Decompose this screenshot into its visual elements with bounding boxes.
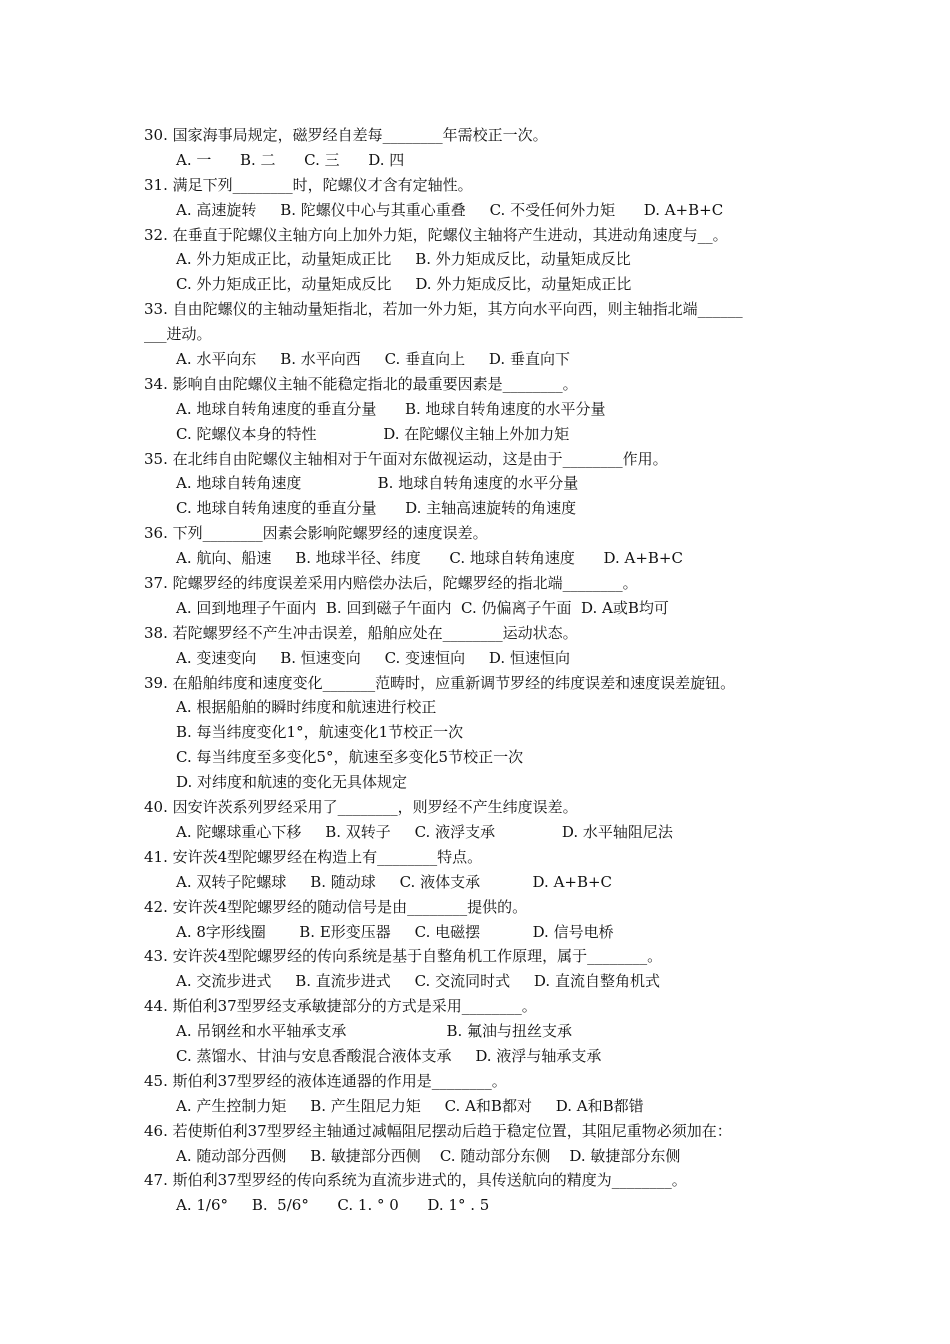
answer-options: A. 高速旋转 B. 陀螺仪中心与其重心重叠 C. 不受任何外力矩 D. A+B+C: [176, 200, 724, 219]
question-text: 陀螺罗经的纬度误差采用内赔偿办法后，陀螺罗经的指北端________。: [172, 574, 638, 593]
answer-options: A. 回到地理子午面内 B. 回到磁子午面内 C. 仍偏离子午面 D. A或B均可: [176, 598, 669, 617]
question-stem: [144, 297, 824, 322]
question-number: 42.: [144, 897, 168, 916]
question-text: 满足下列________时，陀螺仪才含有定轴性。: [172, 175, 473, 194]
answer-options: A. 双转子陀螺球 B. 随动球 C. 液体支承 D. A+B+C: [176, 872, 613, 891]
question-text: 若陀螺罗经不产生冲击误差，船舶应处在________运动状态。: [172, 623, 578, 642]
question-number: 38.: [144, 623, 168, 642]
question-number: 43.: [144, 947, 168, 966]
answer-options: A. 一 B. 二 C. 三 D. 四: [176, 150, 405, 169]
answer-options: A. 地球自转角速度的垂直分量 B. 地球自转角速度的水平分量: [176, 399, 606, 418]
question-number: 31.: [144, 175, 168, 194]
answer-options: A. 变速变向 B. 恒速变向 C. 变速恒向 D. 恒速恒向: [176, 648, 570, 667]
question-number: 46.: [144, 1121, 168, 1140]
question-text: 在北纬自由陀螺仪主轴相对于午面对东做视运动，这是由于________作用。: [172, 449, 668, 468]
question-number: 44.: [144, 997, 168, 1016]
answer-options: C. 蒸馏水、甘油与安息香酸混合液体支承 D. 液浮与轴承支承: [176, 1046, 602, 1065]
question-text: 影响自由陀螺仪主轴不能稳定指北的最重要因素是________。: [172, 374, 578, 393]
answer-options: A. 外力矩成正比，动量矩成正比 B. 外力矩成反比，动量矩成反比: [176, 250, 631, 269]
question-stem: [144, 521, 824, 546]
answer-options: A. 水平向东 B. 水平向西 C. 垂直向上 D. 垂直向下: [176, 350, 570, 369]
question-number: 39.: [144, 673, 168, 692]
answer-options: A. 产生控制力矩 B. 产生阻尼力矩 C. A和B都对 D. A和B都错: [176, 1096, 644, 1115]
question-number: 30.: [144, 126, 168, 144]
question-stem: [144, 447, 824, 472]
question-text: 若使斯伯利37型罗经主轴通过减幅阻尼摆动后趋于稳定位置，其阻尼重物必须加在：: [172, 1121, 732, 1140]
question-text: 安许茨4型陀螺罗经的传向系统是基于自整角机工作原理，属于________。: [172, 947, 663, 966]
answer-options: C. 每当纬度至多变化5°，航速至多变化5节校正一次: [176, 748, 524, 767]
question-stem: [144, 895, 824, 920]
question-stem: [144, 1168, 824, 1193]
question-stem: [144, 994, 824, 1019]
answer-options: C. 外力矩成正比，动量矩成反比 D. 外力矩成反比，动量矩成正比: [176, 275, 632, 294]
question-text: 安许茨4型陀螺罗经的随动信号是由________提供的。: [172, 897, 528, 916]
question-number: 33.: [144, 300, 168, 319]
question-stem: [144, 845, 824, 870]
question-stem: [144, 223, 824, 248]
question-text: 下列________因素会影响陀螺罗经的速度误差。: [172, 524, 488, 543]
answer-options: A. 1/6° B. 5/6° C. 1. ° 0 D. 1° . 5: [176, 1196, 490, 1215]
answer-options: A. 交流步进式 B. 直流步进式 C. 交流同时式 D. 直流自整角机式: [176, 972, 660, 991]
question-number: 35.: [144, 449, 168, 468]
question-list: [144, 123, 824, 1218]
question-number: 47.: [144, 1171, 168, 1190]
answer-options: A. 地球自转角速度 B. 地球自转角速度的水平分量: [176, 474, 579, 493]
question-text: 国家海事局规定，磁罗经自差每________年需校正一次。: [172, 126, 548, 144]
question-text: 因安许茨系列罗经采用了________，则罗经不产生纬度误差。: [172, 798, 578, 817]
answer-options: A. 吊钢丝和水平轴承支承 B. 氟油与扭丝支承: [176, 1022, 573, 1041]
question-stem: [144, 944, 824, 969]
question-text: 自由陀螺仪的主轴动量矩指北，若加一外力矩，其方向水平向西，则主轴指北端______: [172, 300, 743, 319]
answer-options: A. 根据船舶的瞬时纬度和航速进行校正: [176, 698, 437, 717]
question-number: 34.: [144, 374, 168, 393]
question-stem: [144, 173, 824, 198]
question-number: 36.: [144, 524, 168, 543]
answer-options: C. 陀螺仪本身的特性 D. 在陀螺仪主轴上外加力矩: [176, 424, 570, 443]
question-text: 斯伯利37型罗经的液体连通器的作用是________。: [172, 1071, 507, 1090]
question-text: 安许茨4型陀螺罗经在构造上有________特点。: [172, 847, 483, 866]
question-text-continuation: ___进动。: [144, 325, 212, 344]
answer-options: C. 地球自转角速度的垂直分量 D. 主轴高速旋转的角速度: [176, 499, 577, 518]
answer-options: A. 随动部分西侧 B. 敏捷部分西侧 C. 随动部分东侧 D. 敏捷部分东侧: [176, 1146, 681, 1165]
question-text: 在船舶纬度和速度变化_______范畴时，应重新调节罗经的纬度误差和速度误差旋钮。: [172, 673, 736, 692]
answer-options: D. 对纬度和航速的变化无具体规定: [176, 773, 408, 792]
question-stem: [144, 571, 824, 596]
answer-options: A. 陀螺球重心下移 B. 双转子 C. 液浮支承 D. 水平轴阻尼法: [176, 822, 673, 841]
question-stem: [144, 1069, 824, 1094]
question-text: 在垂直于陀螺仪主轴方向上加外力矩，陀螺仪主轴将产生进动，其进动角速度与__。: [172, 225, 728, 244]
question-number: 45.: [144, 1071, 168, 1090]
question-stem: [144, 1119, 824, 1144]
question-number: 37.: [144, 574, 168, 593]
question-stem: [144, 123, 824, 148]
question-stem: [144, 671, 824, 696]
answer-options: B. 每当纬度变化1°，航速变化1节校正一次: [176, 723, 464, 742]
question-number: 40.: [144, 798, 168, 817]
answer-options: A. 航向、船速 B. 地球半径、纬度 C. 地球自转角速度 D. A+B+C: [176, 549, 683, 568]
question-stem: [144, 795, 824, 820]
question-number: 41.: [144, 847, 168, 866]
question-text: 斯伯利37型罗经支承敏捷部分的方式是采用________。: [172, 997, 537, 1016]
question-number: 32.: [144, 225, 168, 244]
answer-options: A. 8字形线圈 B. E形变压器 C. 电磁摆 D. 信号电桥: [176, 922, 614, 941]
question-stem: [144, 621, 824, 646]
question-text: 斯伯利37型罗经的传向系统为直流步进式的，具传送航向的精度为________。: [172, 1171, 687, 1190]
question-stem: [144, 372, 824, 397]
